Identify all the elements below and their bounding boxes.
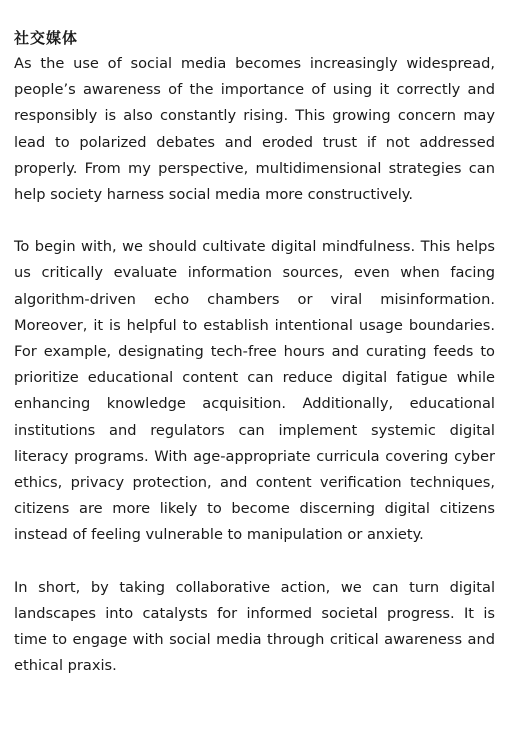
paragraph-conclusion: In short, by taking collaborative action, we can turn digital landscapes into catalysts for informed societal progress. It is time to engage with social media through critical awareness and ethical praxis. [14,578,495,675]
paragraph-gap [14,549,495,575]
paragraph-gap [14,208,495,234]
document-title: 社交媒体 [14,29,79,47]
paragraph-intro: As the use of social media becomes increasingly widespread, people’s awareness of the importance of using it correctly and responsibly is also constantly rising. This growing concern may lead to polarized debates and eroded trust if not addressed properly. From my perspective, multidimensional strategies can help society harness social media more constructively. [14,55,495,204]
paragraph-body: To begin with, we should cultivate digital mindfulness. This helps us critically evaluate information sources, even when facing algorithm-driven echo chambers or viral misinformation. Moreover, it is helpful to establish intentional usage boundaries. For example, designating tech-free hours and curating feeds to prioritize educational content can reduce digital fatigue while enhancing knowledge acquisition. Additionally, educational institutions and regulators can implement systemic digital literacy programs. With age-appropriate curricula covering cyber ethics, privacy protection, and content verification techniques, citizens are more likely to become discerning digital citizens instead of feeling vulnerable to manipulation or anxiety. [14,238,495,544]
